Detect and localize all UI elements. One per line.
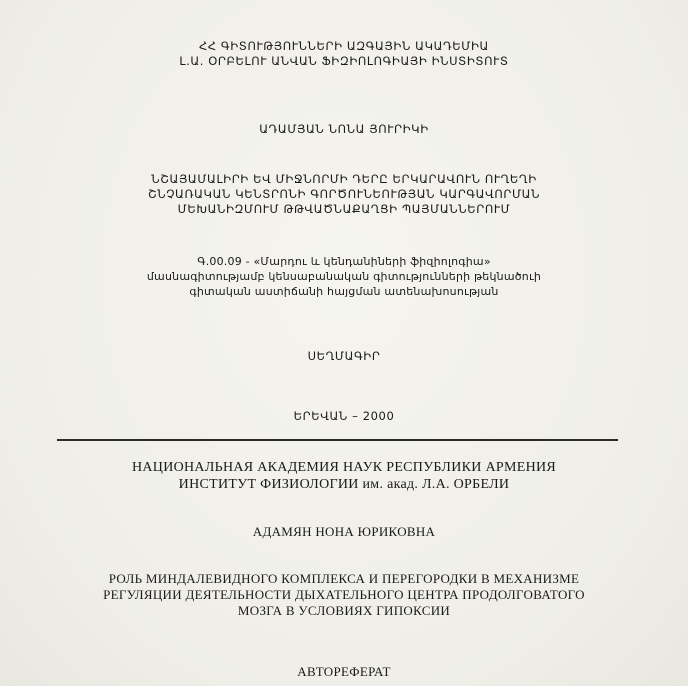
armenian-specialty	[0, 254, 688, 299]
russian-institution-line-1: НАЦИОНАЛЬНАЯ АКАДЕМИЯ НАУК РЕСПУБЛИКИ АРМЕНИЯ	[131, 460, 557, 475]
russian-title	[0, 571, 688, 619]
armenian-title-line-3: ՄԵԽԱՆԻԶՄՈՒՄ ԹԹՎԱԾՆԱՔԱՂՑԻ ՊԱՅՄԱՆՆԵՐՈՒՄ	[177, 202, 511, 216]
armenian-specialty-line-2: մասնագիտությամբ կենսաբանական գիտությունների թեկնածուի	[146, 270, 542, 283]
armenian-city-year: ԵՐԵՎԱՆ – 2000	[293, 409, 395, 423]
armenian-author: ԱԴԱՄՅԱՆ ՆՈՆԱ ՅՈՒՐԻԿԻ	[259, 122, 429, 136]
russian-doc-type: АВТОРЕФЕРАТ	[297, 664, 391, 679]
armenian-doc-type: ՍԵՂՄԱԳԻՐ	[307, 349, 381, 363]
divider-rule	[57, 439, 618, 441]
armenian-specialty-line-1: Գ.00.09 - «Մարդու և կենդանիների ֆիզիոլոգիա»	[197, 255, 491, 268]
russian-title-line-2: РЕГУЛЯЦИИ ДЕЯТЕЛЬНОСТИ ДЫХАТЕЛЬНОГО ЦЕНТРА ПРОДОЛГОВАТОГО	[103, 587, 585, 602]
russian-institution-line-2: ИНСТИТУТ ФИЗИОЛОГИИ им. акад. Л.А. ОРБЕЛИ	[178, 477, 510, 492]
armenian-specialty-line-3: գիտական աստիճանի հայցման ատենախոսության	[189, 285, 499, 298]
russian-institution	[0, 459, 688, 493]
armenian-institution-line-1: ՀՀ ԳԻՏՈՒԹՅՈՒՆՆԵՐԻ ԱԶԳԱՅԻՆ ԱԿԱԴԵՄԻԱ	[199, 39, 489, 53]
armenian-institution	[0, 39, 688, 69]
armenian-title	[0, 172, 688, 217]
armenian-title-line-2: ՇՆՉԱՌԱԿԱՆ ԿԵՆՏՐՈՆԻ ԳՈՐԾՈՒՆԵՈՒԹՅԱՆ ԿԱՐԳԱՎՈՐՄԱՆ	[147, 187, 541, 201]
armenian-title-line-1: ՆՇԱՅԱՄԱԼԻՐԻ ԵՎ ՄԻՋՆՈՐՄԻ ԴԵՐԸ ԵՐԿԱՐԱՎՈՒՆ ՈՒՂԵՂԻ	[151, 172, 537, 186]
russian-title-line-3: МОЗГА В УСЛОВИЯХ ГИПОКСИИ	[237, 603, 451, 618]
russian-author: АДАМЯН НОНА ЮРИКОВНА	[252, 524, 436, 539]
armenian-institution-line-2: Լ.Ա. ՕՐԲԵԼՈՒ ԱՆՎԱՆ ՖԻԶԻՈԼՈԳԻԱՅԻ ԻՆՍՏԻՏՈՒՏ	[179, 54, 509, 68]
russian-title-line-1: РОЛЬ МИНДАЛЕВИДНОГО КОМПЛЕКСА И ПЕРЕГОРОДКИ В МЕХАНИЗМЕ	[108, 571, 580, 586]
